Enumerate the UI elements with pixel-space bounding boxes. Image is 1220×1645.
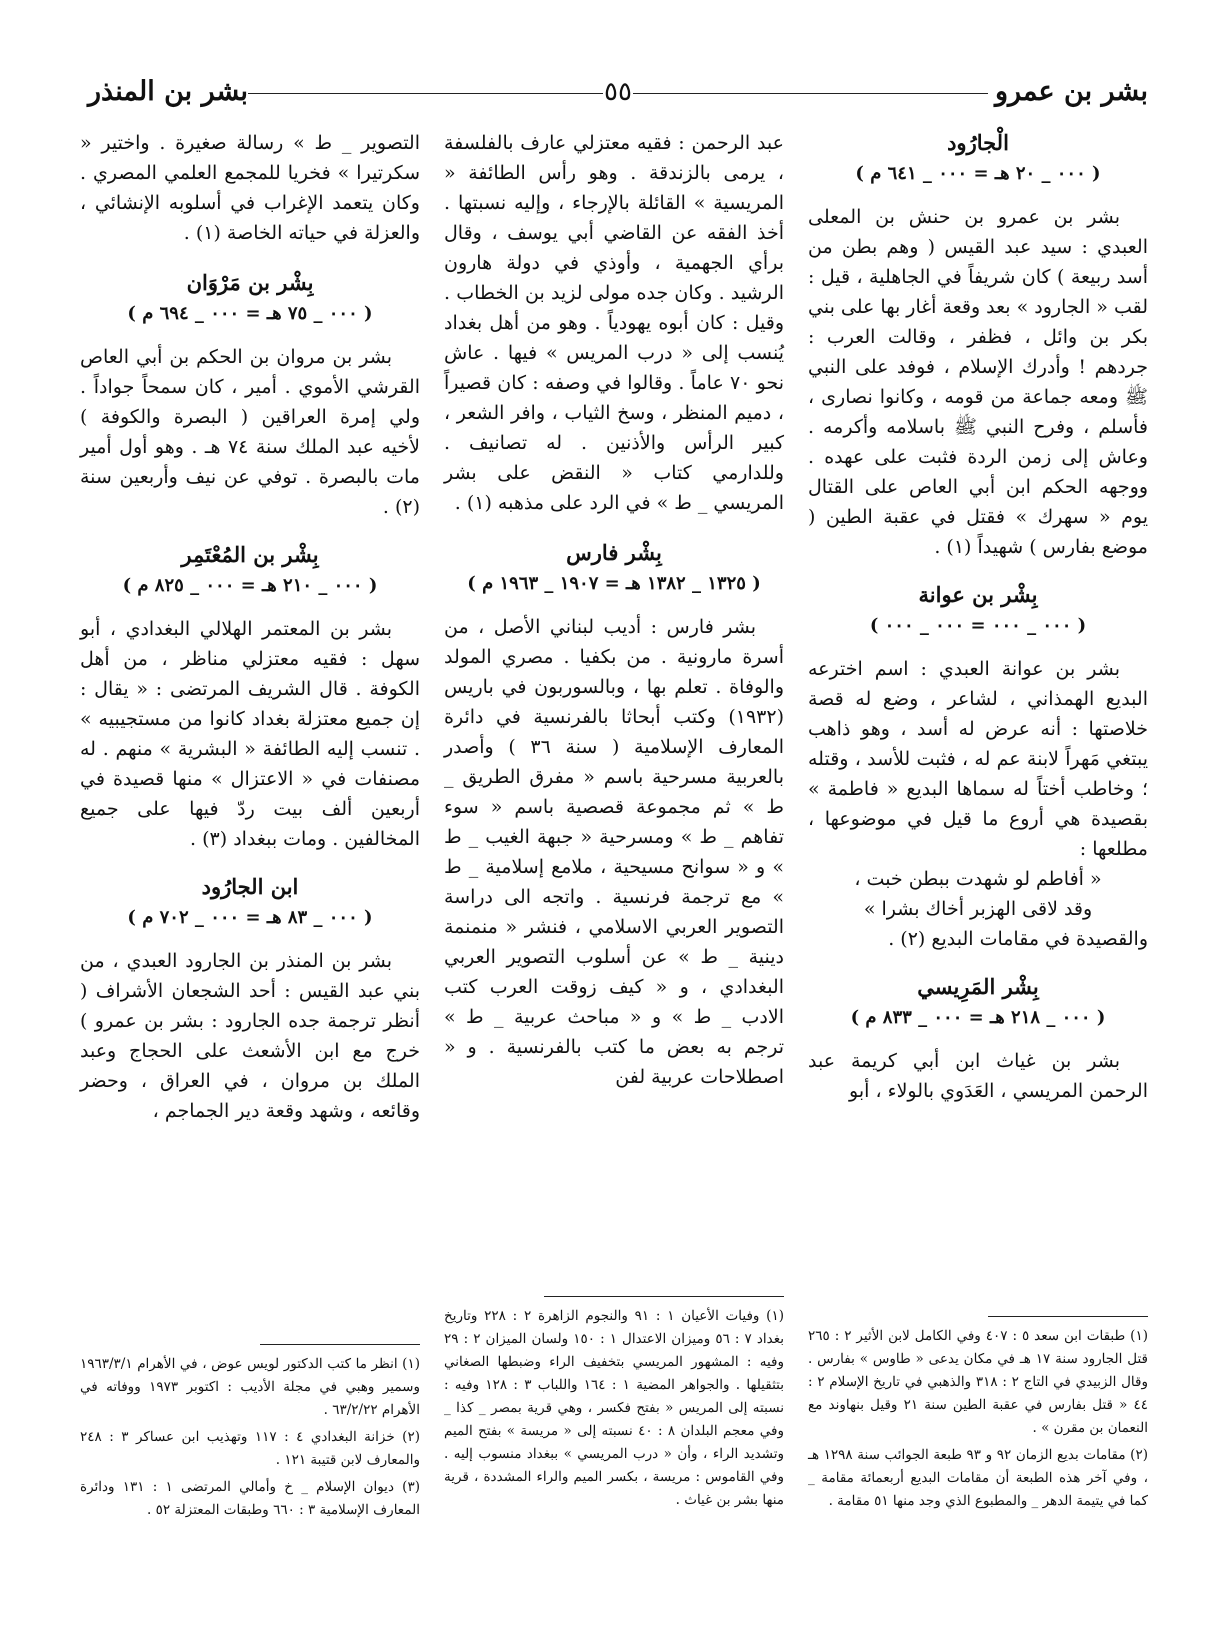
entry-text: بشر بن المعتمر الهلالي البغدادي ، أبو سهل : فقيه معتزلي مناظر ، من أهل الكوفة . قال الشريف المرتضى : « يقال : إن جميع معتزلة بغداد كانوا من مستجيبيه » . تنسب إليه الطائفة « البشرية » منهم . له مصنفات في « الاعتزال » منها قصيدة في أربعين ألف بيت ردّ فيها على جميع المخالفين . ومات ببغداد (٣) . <box>80 618 420 850</box>
entry-title: بِشْر المَرِيسي <box>917 974 1039 999</box>
entry-title: بِشْر بن عوانة <box>918 582 1038 607</box>
header-left-name: بشر بن المنذر <box>88 76 249 107</box>
entry-title: بِشْر بن مَرْوَان <box>186 270 314 295</box>
column-1 <box>808 128 1148 1124</box>
entry-dates: ( ٠٠٠ _ ٨٣ هـ = ٠٠٠ _ ٧٠٢ م ) <box>127 907 373 928</box>
footnote: (١) انظر ما كتب الدكتور لويس عوض ، في الأهرام ١٩٦٣/٣/١ وسمير وهبي في مجلة الأديب : اكتوبر ١٩٧٣ ووفاته في الأهرام ٦٣/٢/٢٢ . <box>80 1356 420 1418</box>
entry-text: بشر فارس : أديب لبناني الأصل ، من أسرة مارونية . من بكفيا . مصري المولد والوفاة . تعلم بها ، وبالسوربون في باريس (١٩٣٢) وكتب أبحاثا بالفرنسية في دائرة المعارف الإسلامية ( سنة ٣٦ ) وأصدر بالعربية مسرحية باسم « مفرق الطريق _ ط » ثم مجموعة قصصية باسم « سوء تفاهم _ ط » ومسرحية « جبهة الغيب _ ط » و « سوانح مسيحية ، ملامع إسلامية _ ط » مع ترجمة فرنسية . واتجه الى دراسة التصوير العربي الاسلامي ، فنشر « منمنمة دينية _ ط » عن أسلوب التصوير العربي البغدادي ، و « كيف زوقت العرب كتب الادب _ ط » و « مباحث عربية _ ط » ترجم به بعض ما كتب بالفرنسية . و « اصطلاحات عربية لفن <box>444 616 784 1088</box>
verse-line: وقد لاقى الهزبر أخاك بشرا » <box>863 898 1093 920</box>
entry-text-continued: عبد الرحمن : فقيه معتزلي عارف بالفلسفة ، يرمى بالزندقة . وهو رأس الطائفة « المريسية » القائلة بالإرجاء ، وإليه نسبتها . أخذ الفقه عن القاضي أبي يوسف ، وقال برأي الجهمية ، وأوذي في دولة هارون الرشيد . وكان جده مولى لزيد بن الخطاب . وقيل : كان أبوه يهودياً . وهو من أهل بغداد يُنسب إلى « درب المريس » فيها . عاش نحو ٧٠ عاماً . وقالوا في وصفه : كان قصيراً ، دميم المنظر ، وسخ الثياب ، وافر الشعر ، كبير الرأس والأذنين . له تصانيف . وللدارمي كتاب « النقض على بشر المريسي _ ط » في الرد على مذهبه (١) . <box>444 132 784 514</box>
header-rule-left <box>248 93 603 94</box>
column-3 <box>80 128 420 1144</box>
entry-title: ابن الجارُود <box>201 874 299 899</box>
footnotes-column-1 <box>808 1302 1148 1517</box>
running-header <box>88 72 1148 112</box>
entry-text: بشر بن مروان بن الحكم بن أبي العاص القرشي الأموي . أمير ، كان سمحاً جواداً . ولي إمرة العراقين ( البصرة والكوفة ) لأخيه عبد الملك سنة ٧٤ هـ . وهو أول أمير مات بالبصرة . توفي عن نيف وأربعين سنة (٢) . <box>80 346 420 518</box>
entry-dates: ( ٠٠٠ _ ٢٠ هـ = ٠٠٠ _ ٦٤١ م ) <box>855 163 1101 184</box>
footnotes-column-2 <box>444 1282 784 1516</box>
footnote: (١) طبقات ابن سعد ٥ : ٤٠٧ وفي الكامل لابن الأثير ٢ : ٢٦٥ قتل الجارود سنة ١٧ هـ في مكان يدعى « طاوس » بفارس . وقال الزبيدي في التاج ٢ : ٣١٨ والذهبي في تاريخ الإسلام ٢ : ٤٤ « قتل بفارس في عقبة الطين سنة ٢١ وقيل بنهاوند مع النعمان بن مقرن » . <box>808 1328 1149 1436</box>
verse-line: « أفاطم لو شهدت ببطن خبت ، <box>854 868 1102 890</box>
column-2 <box>444 128 784 1110</box>
footnote: (٢) خزانة البغدادي ٤ : ١١٧ وتهذيب ابن عساكر ٣ : ٢٤٨ والمعارف لابن قتيبة ١٢١ . <box>80 1429 420 1468</box>
footnote-separator <box>260 1344 420 1345</box>
footnote: (١) وفيات الأعيان ١ : ٩١ والنجوم الزاهرة ٢ : ٢٢٨ وتاريخ بغداد ٧ : ٥٦ وميزان الاعتدال ١ : ١٥٠ ولسان الميزان ٢ : ٢٩ وفيه : المشهور المريسي بتخفيف الراء وضبطها الصغاني بتثقيلها . والجواهر المضية ١ : ١٦٤ واللباب ٣ : ١٢٨ وفيه : نسبته إلى المريس « بفتح فكسر ، وهي قرية بمصر _ كذا _ وفي معجم البلدان ٨ : ٤٠ نسبته إلى « مريسة » بفتح الميم وتشديد الراء ، وأن « درب المريسي » ببغداد منسوب إليه . وفي القاموس : مريسة ، بكسر الميم والراء المشددة ، قرية منها بشر بن غياث . <box>444 1308 784 1508</box>
entry-dates: ( ٠٠٠ _ ٧٥ هـ = ٠٠٠ _ ٦٩٤ م ) <box>127 303 373 324</box>
entry-text-continued: التصوير _ ط » رسالة صغيرة . واختير « سكرتيرا » فخريا للمجمع العلمي المصري . وكان يتعمد الإغراب في أسلوبه الإنشائي ، والعزلة في حياته الخاصة (١) . <box>80 132 420 244</box>
entry-title: بِشْر فارس <box>566 540 662 565</box>
footnote-separator <box>544 1296 784 1297</box>
footnote: (٣) ديوان الإسلام _ خ وأمالي المرتضى ١ : ١٣١ ودائرة المعارف الإسلامية ٣ : ٦٦٠ وطبقات المعتزلة ٥٢ . <box>80 1479 420 1518</box>
entry-dates: ( ٠٠٠ _ ٢١٠ هـ = ٠٠٠ _ ٨٢٥ م ) <box>122 575 378 596</box>
entry-text: بشر بن غياث ابن أبي كريمة عبد الرحمن المريسي ، العَدَوي بالولاء ، أبو <box>808 1050 1148 1102</box>
footnotes-column-3 <box>80 1330 420 1526</box>
footnote: (٢) مقامات بديع الزمان ٩٢ و ٩٣ طبعة الجوائب سنة ١٢٩٨ هـ ، وفي آخر هذه الطبعة أن مقامات البديع أربعمائة مقامة _ كما في يتيمة الدهر _ والمطبوع الذي وجد منها ٥١ مقامة . <box>808 1447 1148 1509</box>
entry-dates: ( ٠٠٠ _ ٠٠٠ = ٠٠٠ _ ٠٠٠ ) <box>869 615 1087 636</box>
entry-text: بشر بن عوانة العبدي : اسم اخترعه البديع الهمذاني ، لشاعر ، وضع له قصة خلاصتها : أنه عرض له أسد ، وهو ذاهب يبتغي مَهراً لابنة عم له ، فثبت للأسد ، وقتله ؛ وخاطب أختاً له سماها البديع « فاطمة » بقصيدة هي أروع ما قيل في موضوعها ، مطلعها : <box>808 658 1148 860</box>
footnote-separator <box>988 1316 1148 1317</box>
entry-title: بِشْر بن المُعْتَمِر <box>181 542 319 567</box>
entry-title: الْجارُود <box>947 130 1009 155</box>
header-right-name: بشر بن عمرو <box>994 76 1148 107</box>
entry-dates: ( ١٣٢٥ _ ١٣٨٢ هـ = ١٩٠٧ _ ١٩٦٣ م ) <box>467 573 761 594</box>
entry-text: والقصيدة في مقامات البديع (٢) . <box>888 928 1148 950</box>
entry-text: بشر بن عمرو بن حنش بن المعلى العبدي : سيد عبد القيس ( وهم بطن من أسد ربيعة ) كان شريفاً في الجاهلية ، قيل : لقب « الجارود » بعد وقعة أغار بها على بني بكر بن وائل ، فظفر ، وقالت العرب : جردهم ! وأدرك الإسلام ، فوفد على النبي ﷺ ومعه جماعة من قومه ، وكانوا نصارى ، فأسلم ، وفرح النبي ﷺ باسلامه وأكرمه . وعاش إلى زمن الردة فثبت على عهده . ووجهه الحكم ابن أبي العاص على القتال يوم « سهرك » فقتل في عقبة الطين ( موضع بفارس ) شهيداً (١) . <box>808 206 1148 558</box>
entry-text: بشر بن المنذر بن الجارود العبدي ، من بني عبد القيس : أحد الشجعان الأشراف ( أنظر ترجمة جده الجارود : بشر بن عمرو ) خرج مع ابن الأشعث على الحجاج وعبد الملك بن مروان ، في العراق ، وحضر وقائعه ، وشهد وقعة دير الجماجم ، <box>80 950 420 1122</box>
entry-dates: ( ٠٠٠ _ ٢١٨ هـ = ٠٠٠ _ ٨٣٣ م ) <box>850 1007 1106 1028</box>
page-number: ٥٥ <box>604 77 632 107</box>
header-rule-right <box>633 93 988 94</box>
